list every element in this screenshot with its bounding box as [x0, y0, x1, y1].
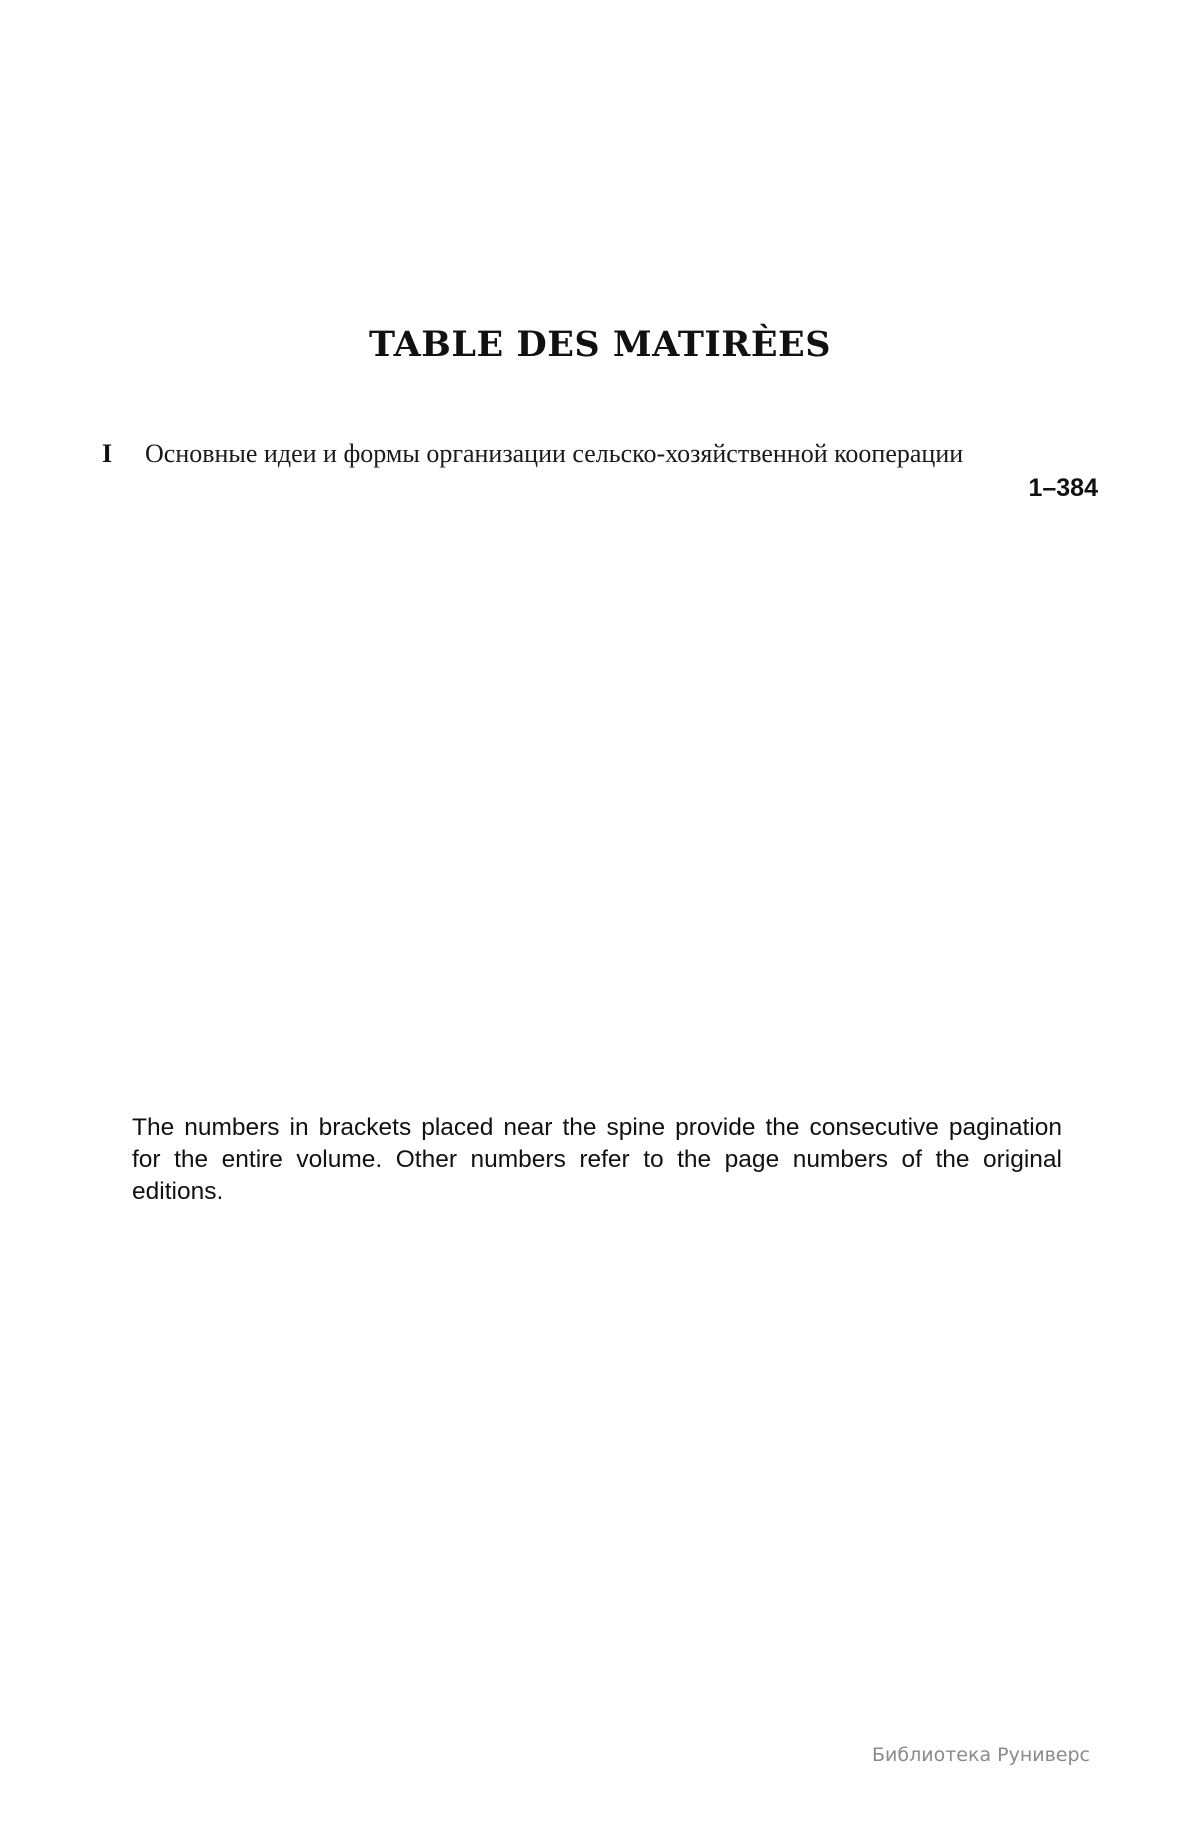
- toc-entry-title: Основные идеи и формы организации сельско-хозяйственной кооперации: [145, 439, 964, 468]
- toc-entry-number: I: [102, 439, 113, 468]
- library-watermark: Библиотека Руниверс: [872, 1744, 1090, 1766]
- toc-entry-pages: 1–384: [1028, 474, 1098, 502]
- page-title: TABLE DES MATIRÈES: [369, 324, 831, 365]
- toc-entry: [102, 438, 1098, 518]
- pagination-note: The numbers in brackets placed near the spine provide the consecutive pagination for the entire volume. Other numbers refer to the page numbers of the original editions.: [132, 1114, 1062, 1205]
